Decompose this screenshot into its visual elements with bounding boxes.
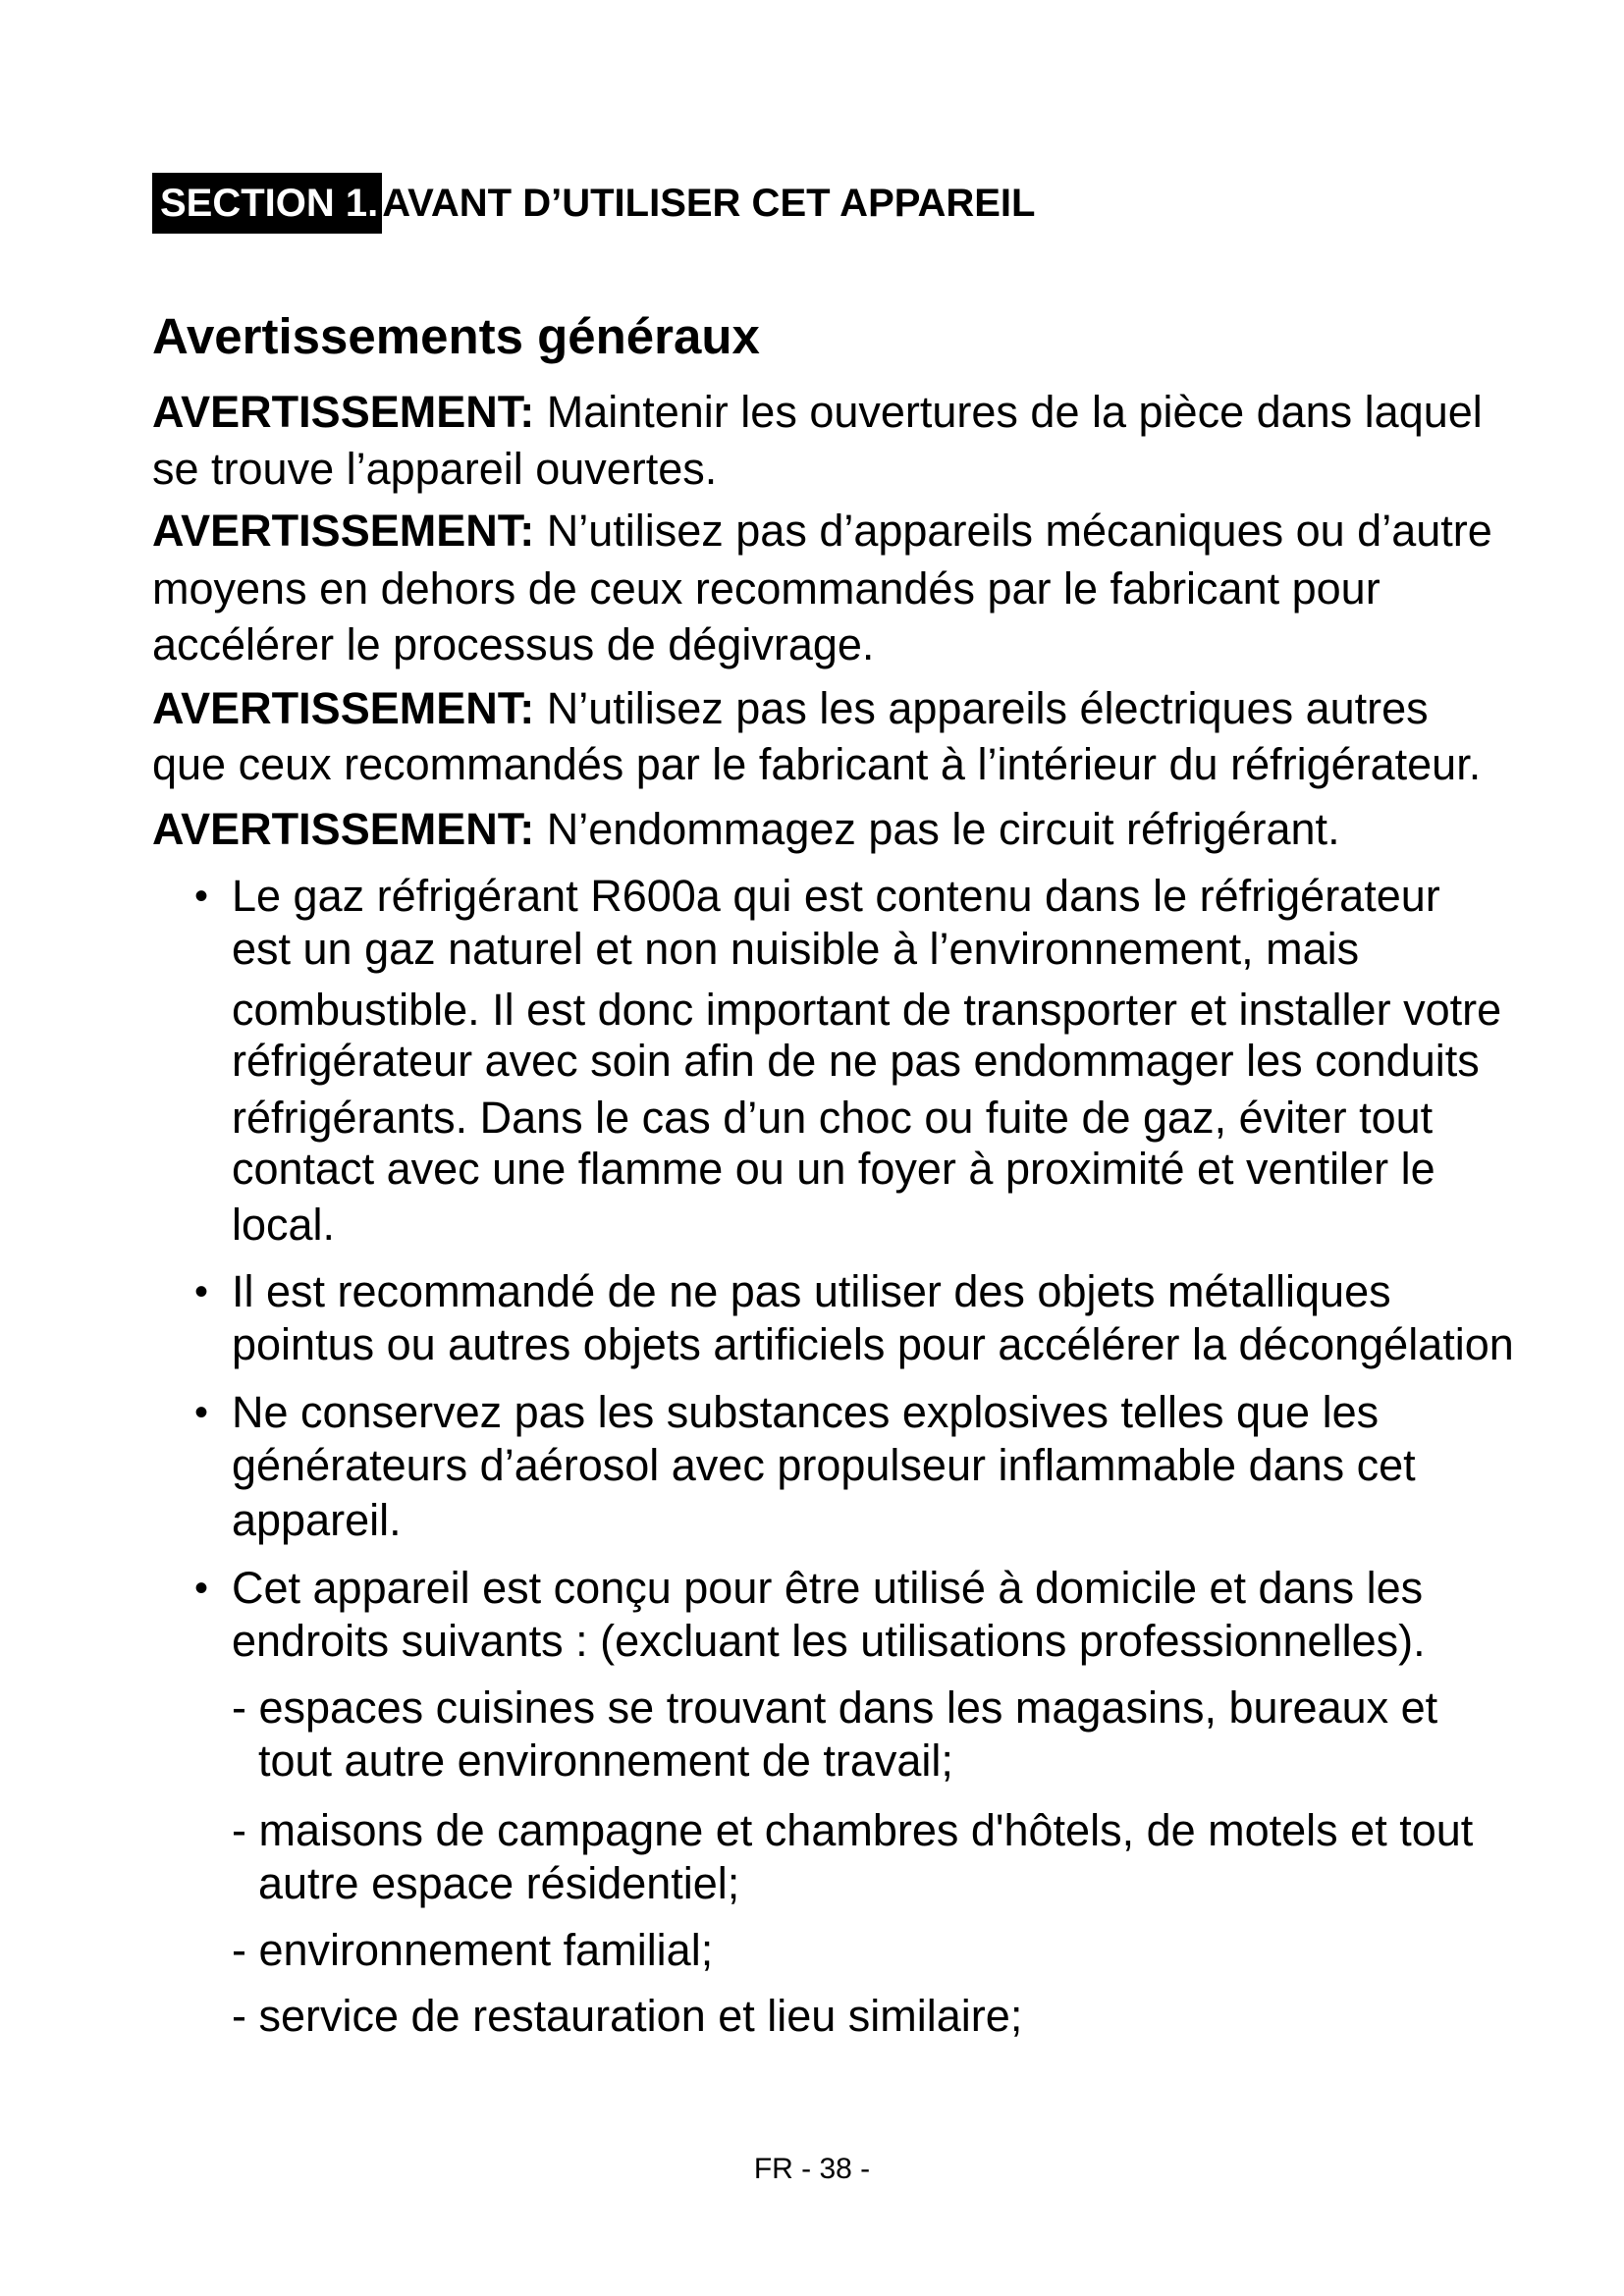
bullet-icon: •	[194, 875, 209, 918]
warning-line	[152, 504, 1492, 559]
warning-line: accélérer le processus de dégivrage.	[152, 619, 875, 669]
warning-label: AVERTISSEMENT:	[152, 506, 535, 556]
dash-line: - service de restauration et lieu similaire;	[232, 1991, 1023, 2041]
dash-line: - espaces cuisines se trouvant dans les magasins, bureaux et	[232, 1682, 1438, 1733]
section-header	[152, 173, 1035, 234]
warning-label: AVERTISSEMENT:	[152, 683, 535, 733]
warning-line	[152, 385, 1483, 440]
bullet-line: réfrigérateur avec soin afin de ne pas endommager les conduits	[232, 1036, 1480, 1086]
section-number: SECTION 1.	[152, 173, 382, 234]
bullet-line: endroits suivants : (excluant les utilisations professionnelles).	[232, 1616, 1426, 1666]
bullet-line: réfrigérants. Dans le cas d’un choc ou fuite de gaz, éviter tout	[232, 1093, 1434, 1143]
dash-line: - maisons de campagne et chambres d'hôtels, de motels et tout	[232, 1805, 1474, 1855]
bullet-icon: •	[194, 1567, 209, 1610]
warning-text: N’utilisez pas les appareils électriques autres	[546, 683, 1429, 733]
bullet-line: est un gaz naturel et non nuisible à l’environnement, mais	[232, 924, 1360, 974]
warning-text: N’utilisez pas d’appareils mécaniques ou d’autre	[546, 506, 1492, 556]
bullet-line: appareil.	[232, 1495, 402, 1545]
bullet-icon: •	[194, 1270, 209, 1313]
bullet-line: Il est recommandé de ne pas utiliser des objets métalliques	[232, 1266, 1391, 1316]
bullet-line: Cet appareil est conçu pour être utilisé à domicile et dans les	[232, 1563, 1424, 1613]
bullet-line: combustible. Il est donc important de transporter et installer votre	[232, 985, 1502, 1035]
warning-label: AVERTISSEMENT:	[152, 387, 535, 437]
bullet-line: générateurs d’aérosol avec propulseur inflammable dans cet	[232, 1440, 1416, 1490]
warning-line	[152, 802, 1340, 857]
warning-text: N’endommagez pas le circuit réfrigérant.	[546, 804, 1340, 854]
page-heading: Avertissements généraux	[152, 308, 760, 364]
section-title: AVANT D’UTILISER CET APPAREIL	[382, 182, 1036, 225]
dash-line: autre espace résidentiel;	[258, 1858, 740, 1908]
warning-text: Maintenir les ouvertures de la pièce dans laquel	[546, 387, 1483, 437]
dash-line: tout autre environnement de travail;	[258, 1735, 953, 1786]
bullet-line: Ne conservez pas les substances explosives telles que les	[232, 1387, 1380, 1437]
bullet-line: local.	[232, 1200, 336, 1250]
warning-line: se trouve l’appareil ouvertes.	[152, 444, 718, 494]
bullet-icon: •	[194, 1391, 209, 1434]
bullet-line: pointus ou autres objets artificiels pour accélérer la décongélation	[232, 1319, 1514, 1369]
warning-label: AVERTISSEMENT:	[152, 804, 535, 854]
bullet-line: Le gaz réfrigérant R600a qui est contenu dans le réfrigérateur	[232, 871, 1440, 921]
page-number: FR - 38 -	[753, 2153, 871, 2185]
bullet-line: contact avec une flamme ou un foyer à proximité et ventiler le	[232, 1144, 1435, 1194]
dash-line: - environnement familial;	[232, 1925, 714, 1975]
warning-line	[152, 681, 1429, 736]
warning-line: moyens en dehors de ceux recommandés par le fabricant pour	[152, 563, 1380, 614]
warning-line: que ceux recommandés par le fabricant à l’intérieur du réfrigérateur.	[152, 739, 1482, 789]
